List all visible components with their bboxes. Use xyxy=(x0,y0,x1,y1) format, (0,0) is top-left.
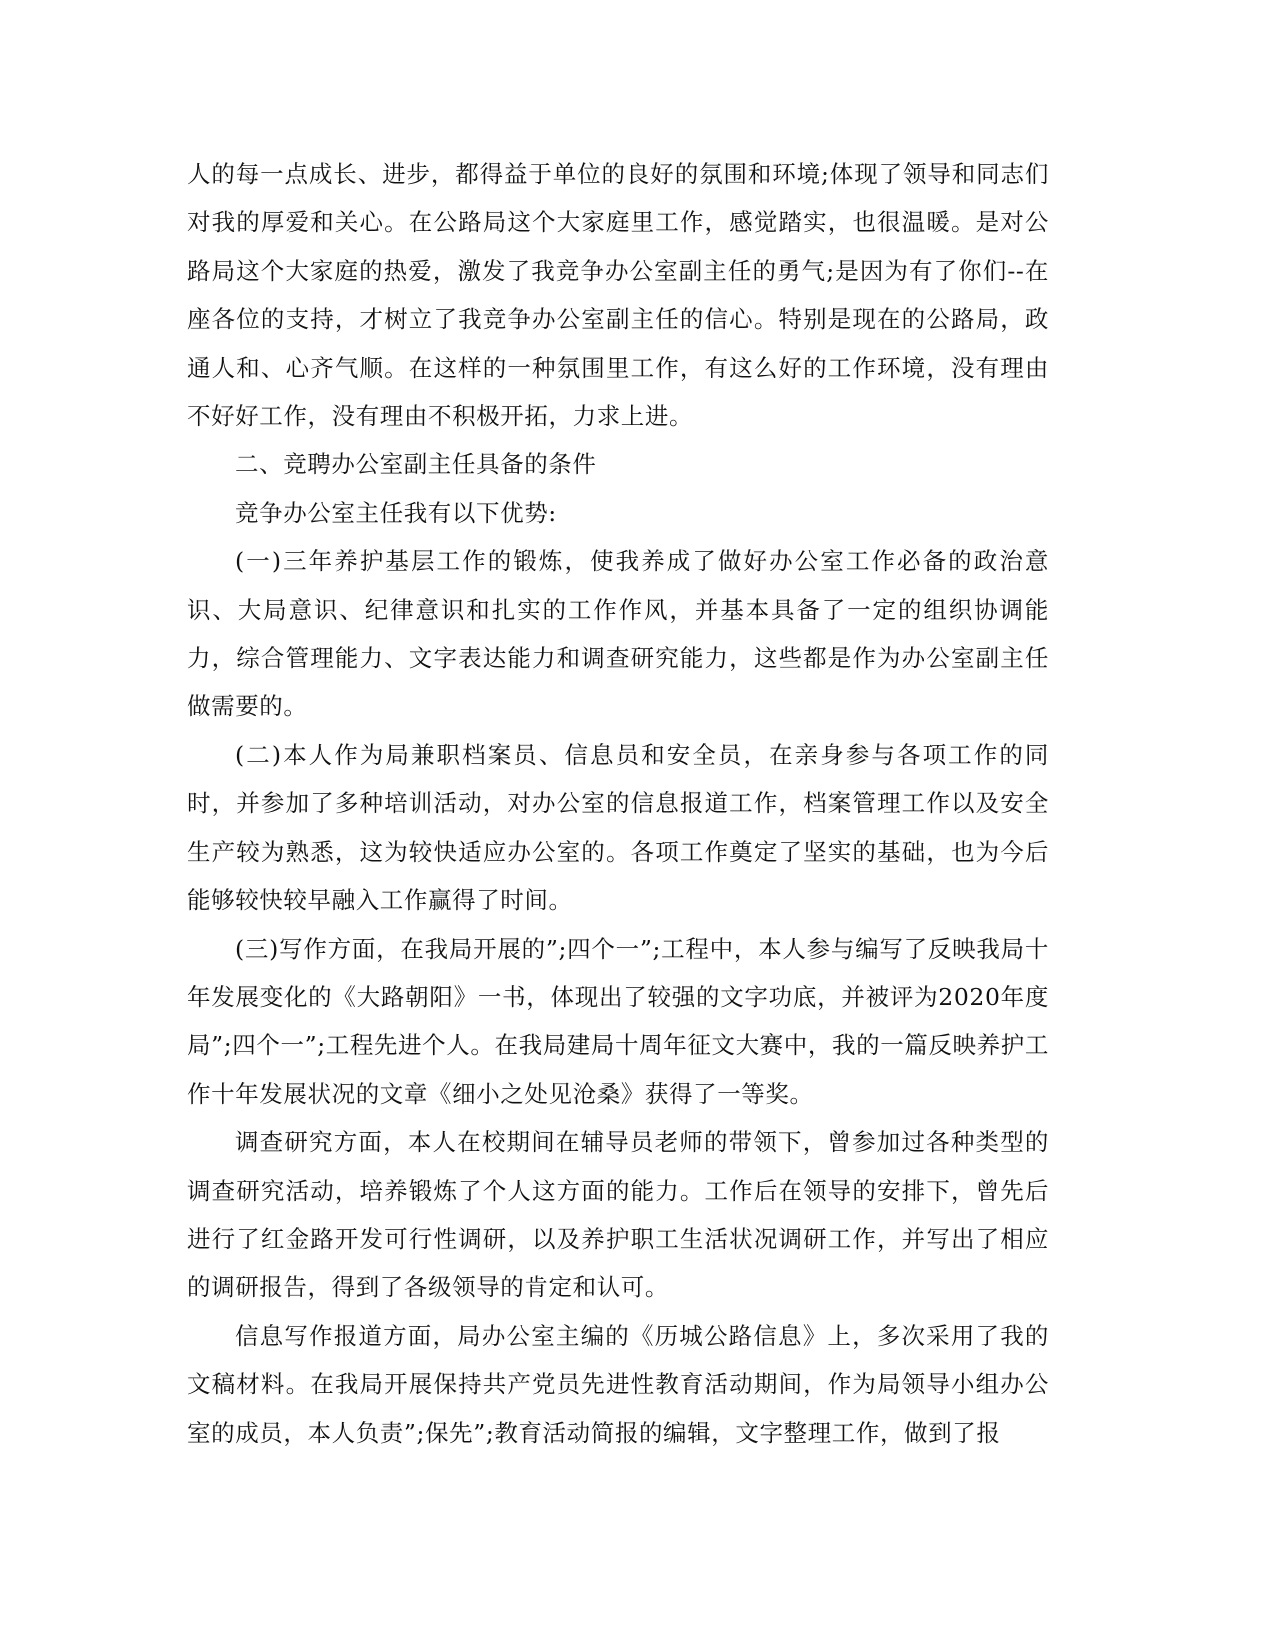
paragraph-advantage-3: (三)写作方面，在我局开展的”;四个一”;工程中，本人参与编写了反映我局十年发展变化的《大路朝阳》一书，体现出了较强的文字功底，并被评为2020年度局”;四个一”;工程先进个人。在我局建局十周年征文大赛中，我的一篇反映养护工作十年发展状况的文章《细小之处见沧桑》获得了一等奖。 xyxy=(187,934,1049,1108)
paragraph-information-writing: 信息写作报道方面，局办公室主编的《历城公路信息》上，多次采用了我的文稿材料。在我局开展保持共产党员先进性教育活动期间，作为局领导小组办公室的成员，本人负责”;保先”;教育活动简报的编辑，文字整理工作，做到了报 xyxy=(187,1321,1049,1447)
document-body xyxy=(187,150,1049,1457)
paragraph-advantages-intro: 竞争办公室主任我有以下优势: xyxy=(235,498,557,527)
section-heading-conditions: 二、竞聘办公室副主任具备的条件 xyxy=(235,450,597,479)
paragraph-advantage-2: (二)本人作为局兼职档案员、信息员和安全员，在亲身参与各项工作的同时，并参加了多种培训活动，对办公室的信息报道工作，档案管理工作以及安全生产较为熟悉，这为较快适应办公室的。各项工作奠定了坚实的基础，也为今后能够较快较早融入工作赢得了时间。 xyxy=(187,740,1049,915)
paragraph-advantage-1: (一)三年养护基层工作的锻炼，使我养成了做好办公室工作必备的政治意识、大局意识、纪律意识和扎实的工作作风，并基本具备了一定的组织协调能力，综合管理能力、文字表达能力和调查研究能力，这些都是作为办公室副主任做需要的。 xyxy=(187,547,1049,721)
paragraph-continuation: 人的每一点成长、进步，都得益于单位的良好的氛围和环境;体现了领导和同志们对我的厚爱和关心。在公路局这个大家庭里工作，感觉踏实，也很温暖。是对公路局这个大家庭的热爱，激发了我竞争办公室副主任的勇气;是因为有了你们--在座各位的支持，才树立了我竞争办公室副主任的信心。特别是现在的公路局，政通人和、心齐气顺。在这样的一种氛围里工作，有这么好的工作环境，没有理由不好好工作，没有理由不积极开拓，力求上进。 xyxy=(187,160,1049,431)
paragraph-research: 调查研究方面，本人在校期间在辅导员老师的带领下，曾参加过各种类型的调查研究活动，培养锻炼了个人这方面的能力。工作后在领导的安排下，曾先后进行了红金路开发可行性调研，以及养护职工生活状况调研工作，并写出了相应的调研报告，得到了各级领导的肯定和认可。 xyxy=(187,1128,1049,1302)
